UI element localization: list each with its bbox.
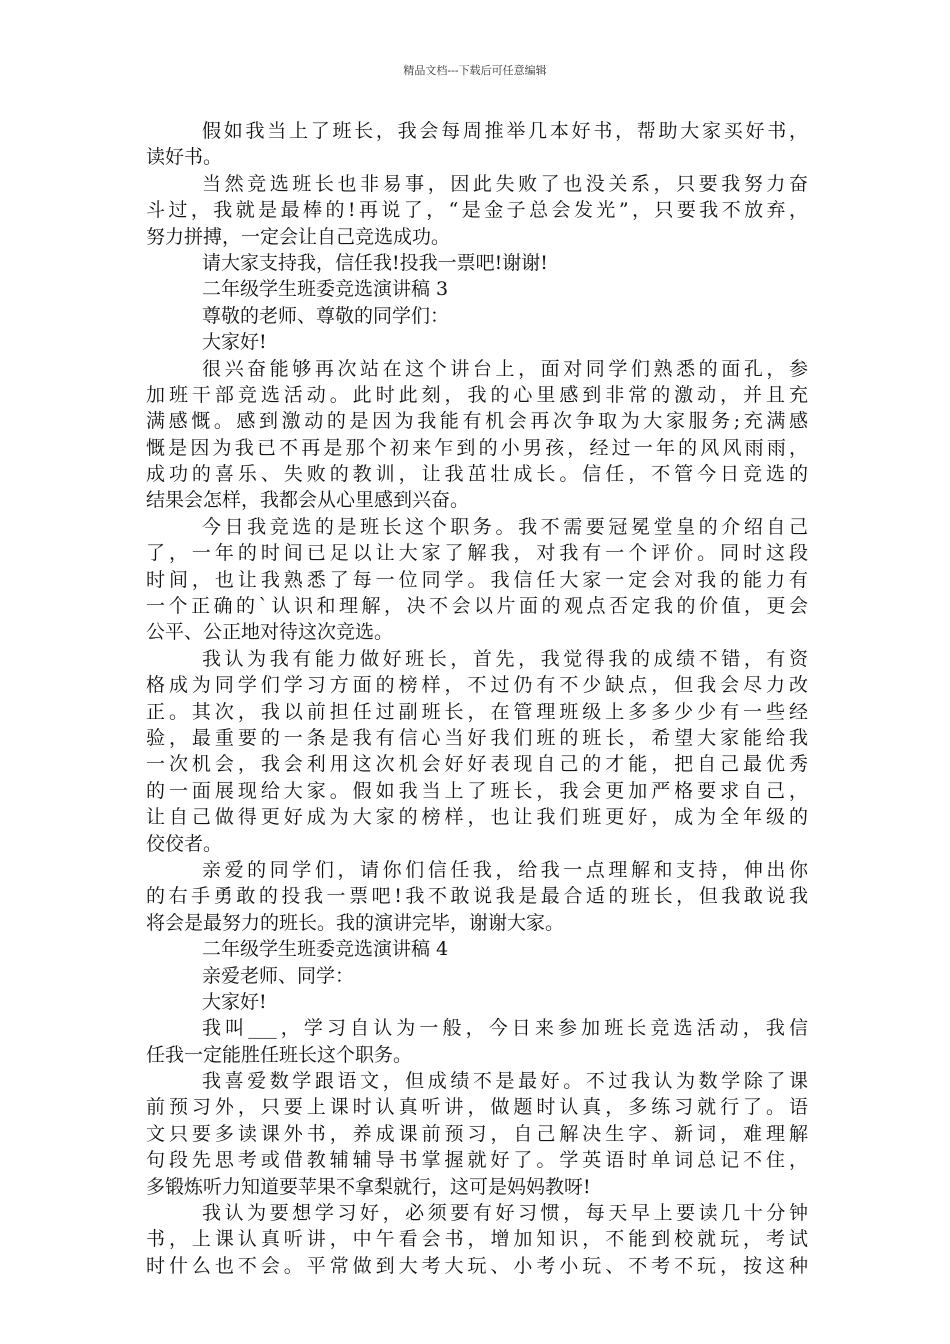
text-line: 二年级学生班委竞选演讲稿 4	[202, 938, 449, 961]
text-line: 结果会怎样，我都会从心里感到兴奋。	[146, 489, 470, 512]
text-line: 满感慨。感到激动的是因为我能有机会再次争取为大家服务;充满感	[146, 410, 808, 433]
text-line: 文只要多读课外书，养成课前预习，自己解决生字、新词，难理解	[146, 1122, 808, 1145]
page-header: 精品文档---下载后可任意编辑	[403, 64, 547, 77]
text-line: 很兴奋能够再次站在这个讲台上，面对同学们熟悉的面孔，参	[202, 357, 808, 380]
text-line: 当然竞选班长也非易事，因此失败了也没关系，只要我努力奋	[202, 172, 808, 195]
text-line: 将会是最努力的班长。我的演讲完毕，谢谢大家。	[146, 911, 565, 934]
text-line: 亲爱老师、同学：	[202, 964, 355, 987]
text-line: 的右手勇敢的投我一票吧!我不敢说我是最合适的班长，但我敢说我	[146, 885, 808, 908]
text-line: 我认为我有能力做好班长，首先，我觉得我的成绩不错，有资	[202, 647, 808, 670]
text-line: 一次机会，我会利用这次机会好好表现自己的才能，把自己最优秀	[146, 753, 808, 776]
text-line: 斗过，我就是最棒的!再说了，“是金子总会发光”，只要我不放弃，	[146, 199, 808, 222]
text-line: 亲爱的同学们，请你们信任我，给我一点理解和支持，伸出你	[202, 858, 808, 881]
text-line: 我喜爱数学跟语文，但成绩不是最好。不过我认为数学除了课	[202, 1070, 808, 1093]
text-line: 格成为同学们学习方面的榜样，不过仍有不少缺点，但我会尽力改	[146, 674, 808, 697]
text-line: 读好书。	[146, 146, 223, 169]
text-line: 前预习外，只要上课时认真听讲，做题时认真，多练习就行了。语	[146, 1096, 808, 1119]
text-line: 慨是因为我已不再是那个初来乍到的小男孩，经过一年的风风雨雨，	[146, 436, 808, 459]
text-line: 假如我当上了班长，我会每周推举几本好书，帮助大家买好书，	[202, 120, 808, 142]
text-line: 加班干部竞选活动。此时此刻，我的心里感到非常的激动，并且充	[146, 383, 808, 406]
text-line: 我叫___，学习自认为一般，今日来参加班长竞选活动，我信	[202, 1017, 808, 1040]
text-line: 二年级学生班委竞选演讲稿 3	[202, 278, 449, 301]
text-line: 请大家支持我，信任我!投我一票吧!谢谢!	[202, 251, 548, 274]
text-line: 多锻炼听力知道要苹果不拿梨就行，这可是妈妈教呀!	[146, 1175, 591, 1198]
text-line: 一个正确的`认识和理解，决不会以片面的观点否定我的价值，更会	[146, 595, 808, 618]
text-line: 尊敬的老师、尊敬的同学们：	[202, 304, 450, 327]
text-line: 时什么也不会。平常做到大考大玩、小考小玩、不考不玩，按这种	[146, 1254, 808, 1277]
text-line: 我认为要想学习好，必须要有好习惯，每天早上要读几十分钟	[202, 1202, 808, 1225]
text-line: 验，最重要的一条是我有信心当好我们班的班长，希望大家能给我	[146, 726, 808, 749]
text-line: 的一面展现给大家。假如我当上了班长，我会更加严格要求自己，	[146, 779, 808, 802]
text-line: 书，上课认真听讲，中午看会书，增加知识，不能到校就玩，考试	[146, 1228, 808, 1251]
text-line: 让自己做得更好成为大家的榜样，也让我们班更好，成为全年级的	[146, 806, 808, 829]
text-line: 大家好!	[202, 990, 267, 1013]
text-line: 了，一年的时间已足以让大家了解我，对我有一个评价。同时这段	[146, 542, 808, 565]
text-line: 句段先思考或借教辅辅导书掌握就好了。学英语时单词总记不住，	[146, 1149, 808, 1172]
text-line: 成功的喜乐、失败的教训，让我茁壮成长。信任，不管今日竞选的	[146, 463, 808, 486]
text-line: 正。其次，我以前担任过副班长，在管理班级上多多少少有一些经	[146, 700, 808, 723]
text-line: 公平、公正地对待这次竞选。	[146, 621, 394, 644]
document-body	[146, 118, 808, 1279]
text-line: 佼佼者。	[146, 832, 223, 855]
text-line: 任我一定能胜任班长这个职务。	[146, 1043, 413, 1066]
text-line: 努力拼搏，一定会让自己竞选成功。	[146, 225, 451, 248]
text-line: 今日我竞选的是班长这个职务。我不需要冠冕堂皇的介绍自己	[202, 515, 808, 538]
text-line: 时间，也让我熟悉了每一位同学。我信任大家一定会对我的能力有	[146, 568, 808, 591]
text-line: 大家好!	[202, 331, 267, 354]
